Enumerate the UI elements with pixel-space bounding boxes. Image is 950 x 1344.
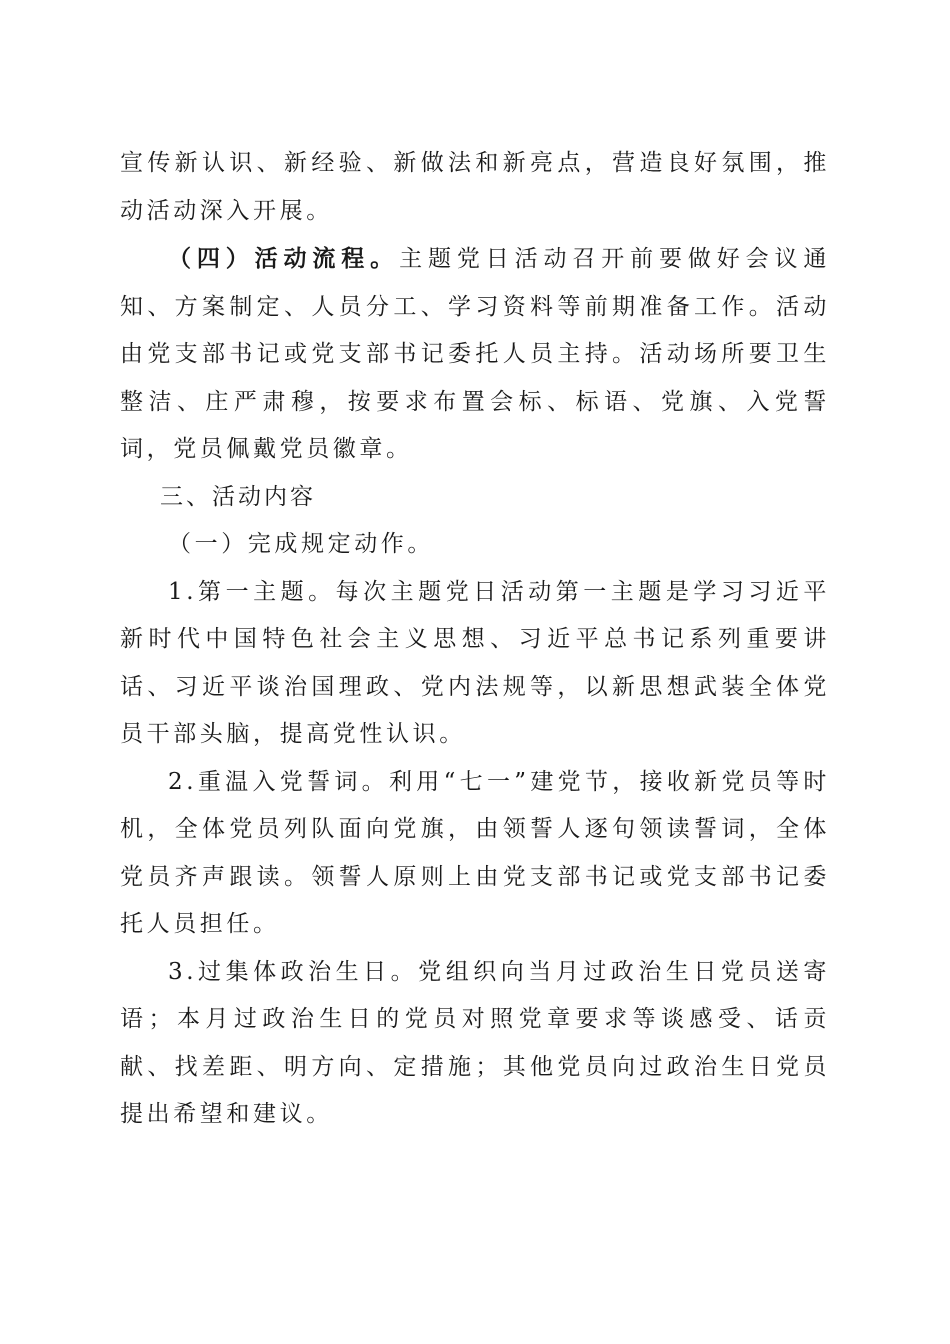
list-item-3 — [120, 949, 830, 1139]
list-item-text: 1.第一主题。每次主题党日活动第一主题是学习习近平新时代中国特色社会主义思想、习近平总书记系列重要讲话、习近平谈治国理政、党内法规等，以新思想武装全体党员干部头脑，提高党性认识。 — [120, 578, 830, 747]
section-heading — [120, 474, 830, 522]
paragraph-text: 宣传新认识、新经验、新做法和新亮点，营造良好氛围，推动活动深入开展。 — [120, 150, 830, 224]
list-item-2 — [120, 759, 830, 949]
document-body — [120, 140, 830, 1139]
paragraph-activity-process — [120, 235, 830, 474]
section-heading-text: 三、活动内容 — [160, 483, 316, 510]
list-item-text: 2.重温入党誓词。利用“七一”建党节，接收新党员等时机，全体党员列队面向党旗，由领誓人逐句领读誓词，全体党员齐声跟读。领誓人原则上由党支部书记或党支部书记委托人员担任。 — [120, 768, 830, 937]
list-item-1 — [120, 569, 830, 759]
paragraph-text: 主题党日活动召开前要做好会议通知、方案制定、人员分工、学习资料等前期准备工作。活动由党支部书记或党支部书记委托人员主持。活动场所要卫生整洁、庄严肃穆，按要求布置会标、标语、党旗、入党誓词，党员佩戴党员徽章。 — [120, 246, 830, 462]
paragraph-lead: （四）活动流程。 — [168, 245, 400, 272]
paragraph-continuation — [120, 140, 830, 235]
list-item-text: 3.过集体政治生日。党组织向当月过政治生日党员送寄语；本月过政治生日的党员对照党章要求等谈感受、话贡献、找差距、明方向、定措施；其他党员向过政治生日党员提出希望和建议。 — [120, 958, 830, 1127]
subheading-text: （一）完成规定动作。 — [168, 531, 434, 557]
subheading — [120, 521, 830, 569]
